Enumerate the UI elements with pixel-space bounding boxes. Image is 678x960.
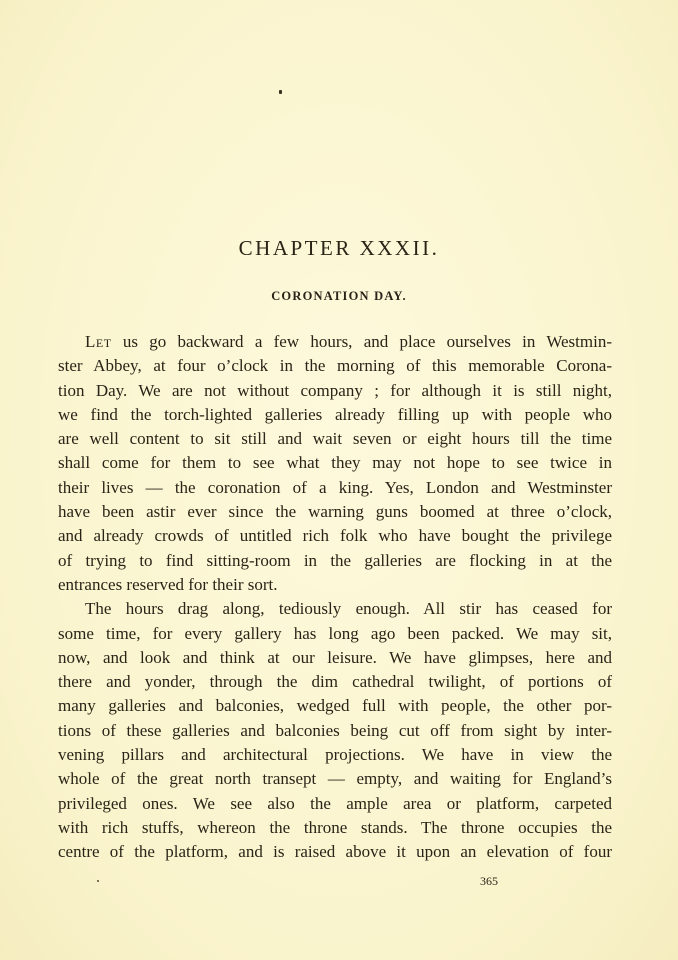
body-text — [58, 330, 612, 865]
text-line: have been astir ever since the warning guns boomed at three o’clock, — [58, 502, 612, 522]
text-line: some time, for every gallery has long ago been packed. We may sit, — [58, 623, 612, 643]
ink-speck — [97, 880, 99, 882]
chapter-title: CHAPTER XXXII. — [238, 236, 440, 260]
text-line: we find the torch-lighted galleries already filling up with people who — [58, 404, 612, 424]
text-line: ster Abbey, at four o’clock in the morning of this memorable Corona- — [58, 356, 612, 376]
text-line: centre of the platform, and is raised above it upon an elevation of four — [58, 842, 612, 862]
text-line: The hours drag along, tediously enough. All stir has ceased for — [85, 599, 612, 619]
text-line: and already crowds of untitled rich folk who have bought the privilege — [58, 526, 612, 546]
text-line: there and yonder, through the dim cathedral twilight, of portions of — [58, 672, 612, 692]
text-line: many galleries and balconies, wedged full with people, the other por- — [58, 696, 612, 716]
text-line: tions of these galleries and balconies being cut off from sight by inter- — [58, 720, 612, 740]
text-line: entrances reserved for their sort. — [58, 574, 278, 594]
ink-speck — [279, 90, 282, 94]
text-line: of trying to find sitting-room in the galleries are flocking in at the — [58, 550, 612, 570]
text-line: are well content to sit still and wait seven or eight hours till the time — [58, 429, 612, 449]
page-number: 365 — [480, 874, 498, 888]
text-line: tion Day. We are not without company ; for although it is still night, — [58, 380, 612, 400]
text-line: privileged ones. We see also the ample area or platform, carpeted — [58, 793, 612, 813]
text-line: vening pillars and architectural projections. We have in view the — [58, 745, 612, 765]
text-line: shall come for them to see what they may not hope to see twice in — [58, 453, 612, 473]
text-line: whole of the great north transept — empty, and waiting for England’s — [58, 769, 612, 789]
text-line: their lives — the coronation of a king. Yes, London and Westminster — [58, 477, 612, 497]
chapter-subtitle: CORONATION DAY. — [271, 289, 407, 303]
text-line: Let us go backward a few hours, and place ourselves in Westmin- — [85, 332, 612, 351]
lead-word: Let — [85, 332, 112, 351]
text-line: now, and look and think at our leisure. We have glimpses, here and — [58, 647, 612, 667]
text-line: with rich stuffs, whereon the throne stands. The throne occupies the — [58, 817, 612, 837]
